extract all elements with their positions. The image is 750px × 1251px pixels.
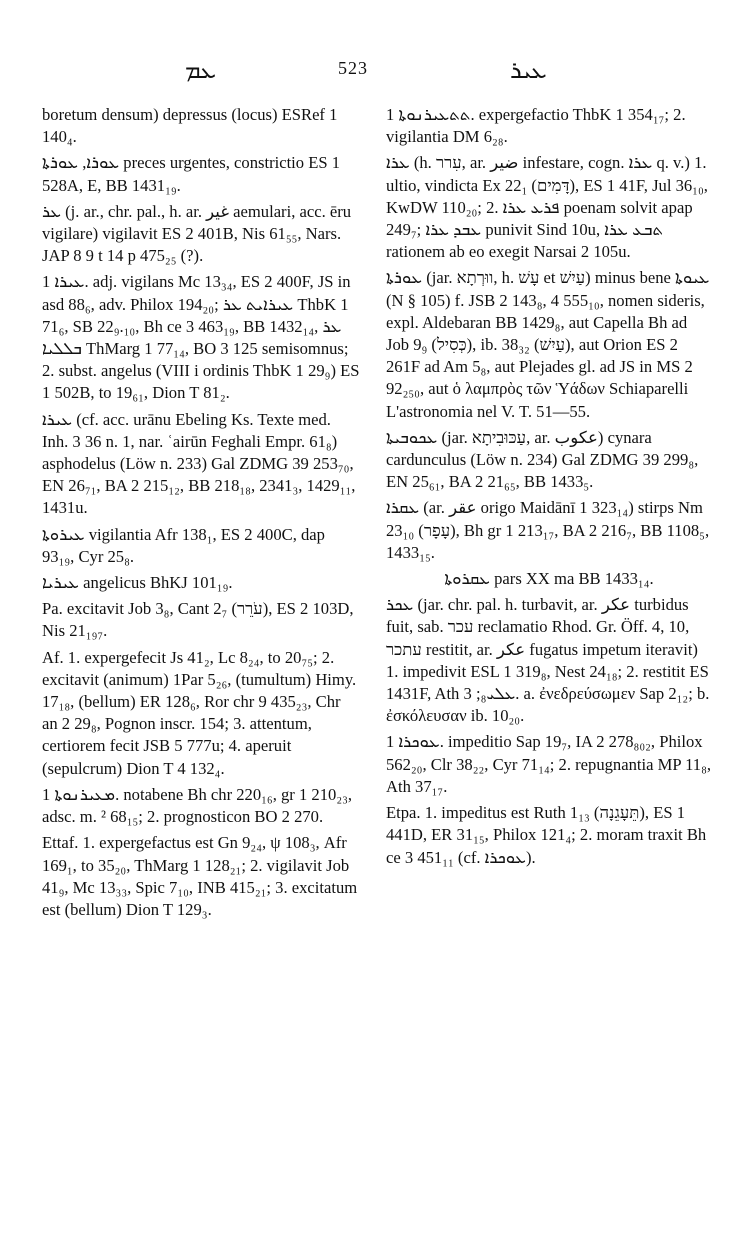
- page-number: 523: [338, 58, 368, 78]
- right-column: [386, 104, 715, 873]
- dictionary-entry: ܥܘܪܐ, ܥܘܪܬܐ preces urgentes, constrictio ES 1 528A, E, BB 1431₁₉.: [42, 153, 345, 195]
- dictionary-entry: ܥܘܪܬܐ (jar. ווּרְתָא, h. עָשׁ et עַיִשׁ) minus bene ܥܝܘܬܐ (N § 105) f. JSB 2 143₈, 4 555₁₀, nomen sideris, expl. Aldebaran BB 1429₈, aut Capella Bh ad Job 9₉ (כְּסִיל), ib. 38₃₂ (עַיִשׁ), aut Orion ES 2 261F ad Am 5₈, aut Plejades gl. ad JS in MS 2 92₂₅₀, aut ὁ λαμπρὸς τῶν Ὑάδων Schiaparelli L'astronomia nel V. T. 51—55.: [386, 268, 714, 421]
- dictionary-entry: ܥܪ (j. ar., chr. pal., h. ar. غير aemulari, acc. ēru vigilare) vigilavit ES 2 401B, Nis 61₅₅, Nars. JAP 8 9 t 14 p 475₂₅ (?).: [42, 201, 356, 266]
- dictionary-entry: Af. 1. expergefecit Js 41₂, Lc 8₂₄, to 20₇₅; 2. excitavit (animum) 1Par 5₂₆, (tumultum) Himy. 17₁₈, (bellum) ER 128₆, Ror chr 9 435₂₃, Chr an 2 29₈, Pognon inscr. 154; 3. attentum, certiorem fecit JSB 5 777u; 4. aperuit (sepulcrum) Dion T 4 132₄.: [42, 647, 361, 778]
- dictionary-entry: ܥܝܪܝܐ angelicus BhKJ 101₁₉.: [42, 573, 233, 593]
- dictionary-entry: ܥܝܪܐ (cf. acc. urānu Ebeling Ks. Texte med. Inh. 3 36 n. 1, nar. ʿairūn Feghali Empr. 61₈) asphodelus (Löw n. 233) Gal ZDMG 39 253₇₀, EN 26₇₁, BA 2 215₁₂, BB 218₁₈, 2341₃, 1429₁₁, 1431u.: [42, 409, 360, 518]
- dictionary-entry: ܥܪܐ (h. עִרר, ar. ضير infestare, cogn. ܥܪܐ q. v.) 1. ultio, vindicta Ex 22₁ (דָּמִים), ES 1 41F, Jul 36₁₀, KwDW 110₂₀; 2. ܦܪܥ ܥܪܐ poenam solvit apap 249₇; ܥܒܕ ܥܪܐ punivit Sind 10u, ܬܒܥ ܥܪܐ rationem ab eo exegit Narsai 2 105u.: [386, 153, 713, 262]
- left-column: [42, 104, 364, 925]
- dictionary-entry: ܬܬܥܝܪܢܘܬܐ 1. expergefactio ThbK 1 354₁₇; 2. vigilantia DM 6₂₈.: [386, 105, 690, 147]
- dictionary-entry: Ettaf. 1. expergefactus est Gn 9₂₄, ψ 108₃, Afr 169₁, to 35₂₀, ThMarg 1 128₂₁; 2. vigilavit Job 41₉, Mc 13₃₃, Spic 7₁₀, INB 415₂₁; 3. excitatum est (bellum) Dion T 129₃.: [42, 833, 362, 919]
- dictionary-entry: ܥܟܘܒܝܬܐ (jar. עַכּוּבִיתָא, ar. عكوب) cynara cardunculus (Löw n. 234) Gal ZDMG 39 299₈, EN 25₆₁, BA 2 21₆₅, BB 1433₅.: [386, 427, 703, 492]
- dictionary-entry: ܥܝܪܘܬܐ vigilantia Afr 138₁, ES 2 400C, dap 93₁₉, Cyr 25₈.: [42, 524, 330, 566]
- page-header: [0, 52, 750, 86]
- header-right-mark: ܥܝܪ: [510, 56, 547, 84]
- header-left-mark: ܥܡ: [185, 56, 217, 84]
- dictionary-entry: ܥܝܪܐ 1. adj. vigilans Mc 13₃₄, ES 2 400F, JS in asd 88₆, adv. Philox 194₂₀; ܥܝܪܐܝܬ ܥܪ ThbK 1 71₆, SB 22₉.₁₀, Bh ce 3 463₁₉, BB 1432₁₄, ܥܪ ܒܠܠܝܐ ThMarg 1 77₁₄, BO 3 125 semisomnus; 2. subst. angelus (VIII i ordinis ThbK 1 29₉) ES 1 502B, to 19₆₁, Dion T 81₂.: [42, 272, 364, 403]
- dictionary-entry: boretum densum) depressus (locus) ESRef 1 140₄.: [42, 105, 342, 147]
- dictionary-entry: ܥܩܪܘܬܐ pars XX ma BB 1433₁₄.: [444, 569, 654, 589]
- dictionary-entry: Pa. excitavit Job 3₈, Cant 2₇ (עֹרֵר), ES 2 103D, Nis 21₁₉₇.: [42, 599, 358, 641]
- dictionary-entry: ܡܥܝܪܢܘܬܐ 1. notabene Bh chr 220₁₆, gr 1 210₂₃, adsc. m. ² 68₁₅; 2. prognosticon BO 2 270.: [42, 784, 357, 827]
- dictionary-entry: ܥܘܟܪܐ 1. impeditio Sap 19₇, IA 2 278₈₀₂, Philox 562₂₀, Clr 38₂₂, Cyr 71₁₄; 2. repugnantia MP 11₈, Ath 37₁₇.: [386, 732, 715, 796]
- dictionary-entry: ܥܩܪܐ (ar. عقر origo Maidānī 1 323₁₄) stirps Nm 23₁₀ (עָפָר), Bh gr 1 213₁₇, BA 2 216₇, BB 1108₅, 1433₁₅.: [386, 498, 714, 562]
- dictionary-entry: Etpa. 1. impeditus est Ruth 1₁₃ (תֵּעָגֵנָה), ES 1 441D, ER 31₁₅, Philox 121₄; 2. moram traxit Bh ce 3 451₁₁ (cf. ܥܘܟܪܐ).: [386, 803, 711, 867]
- dictionary-entry: ܥܟܪ (jar. chr. pal. h. turbavit, ar. عكر turbidus fuit, sab. עכר reclamatio Rhod. Gr. Öff. 4, 10, עתכר restitit, ar. عكر fugatus impetum iteravit) 1. impedivit ESL 1 319₈, Nest 24₁₈; 2. restitit ES 1431F, Ath ܥܠܝ₈; 3. a. ἐνεδρεύσωμεν Sap 2₁₂; b. ἐσκόλευσαν ib. 10₂₀.: [386, 595, 714, 726]
